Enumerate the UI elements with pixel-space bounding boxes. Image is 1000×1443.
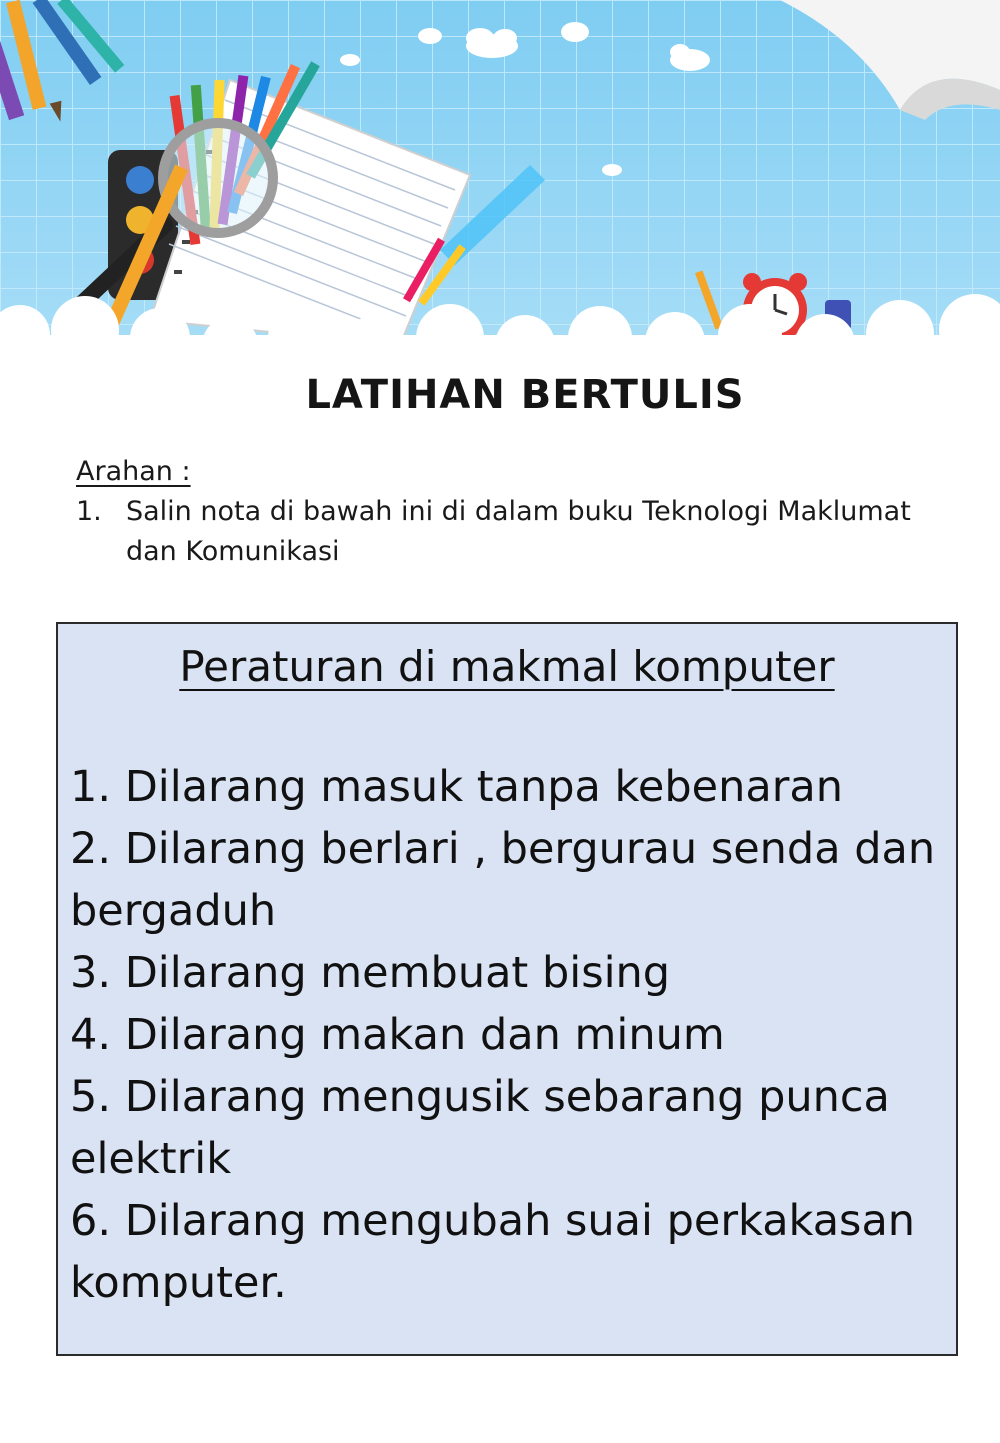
rule-item: 4. Dilarang makan dan minum	[70, 1010, 725, 1060]
instructions-section	[76, 452, 936, 572]
instructions-label: Arahan :	[76, 456, 191, 487]
header-banner	[0, 0, 1000, 370]
rule-item: 3. Dilarang membuat bising	[70, 948, 671, 998]
rule-item: 2. Dilarang berlari , bergurau senda dan bergaduh	[70, 824, 936, 936]
instruction-text: Salin nota di bawah ini di dalam buku Teknologi Maklumat dan Komunikasi	[126, 496, 911, 567]
rule-item: 1. Dilarang masuk tanpa kebenaran	[70, 762, 843, 812]
rule-item: 5. Dilarang mengusik sebarang punca elektrik	[70, 1072, 890, 1184]
rules-list	[70, 756, 940, 1314]
instruction-item	[76, 492, 936, 572]
school-supplies-illustration	[0, 0, 1000, 370]
notes-title	[58, 642, 956, 691]
instruction-number: 1.	[76, 496, 102, 527]
rule-item: 6. Dilarang mengubah suai perkakasan komputer.	[70, 1196, 916, 1308]
notes-title-text: Peraturan di makmal komputer	[179, 642, 835, 691]
notes-box	[56, 622, 958, 1356]
worksheet-title: LATIHAN BERTULIS	[305, 372, 745, 418]
